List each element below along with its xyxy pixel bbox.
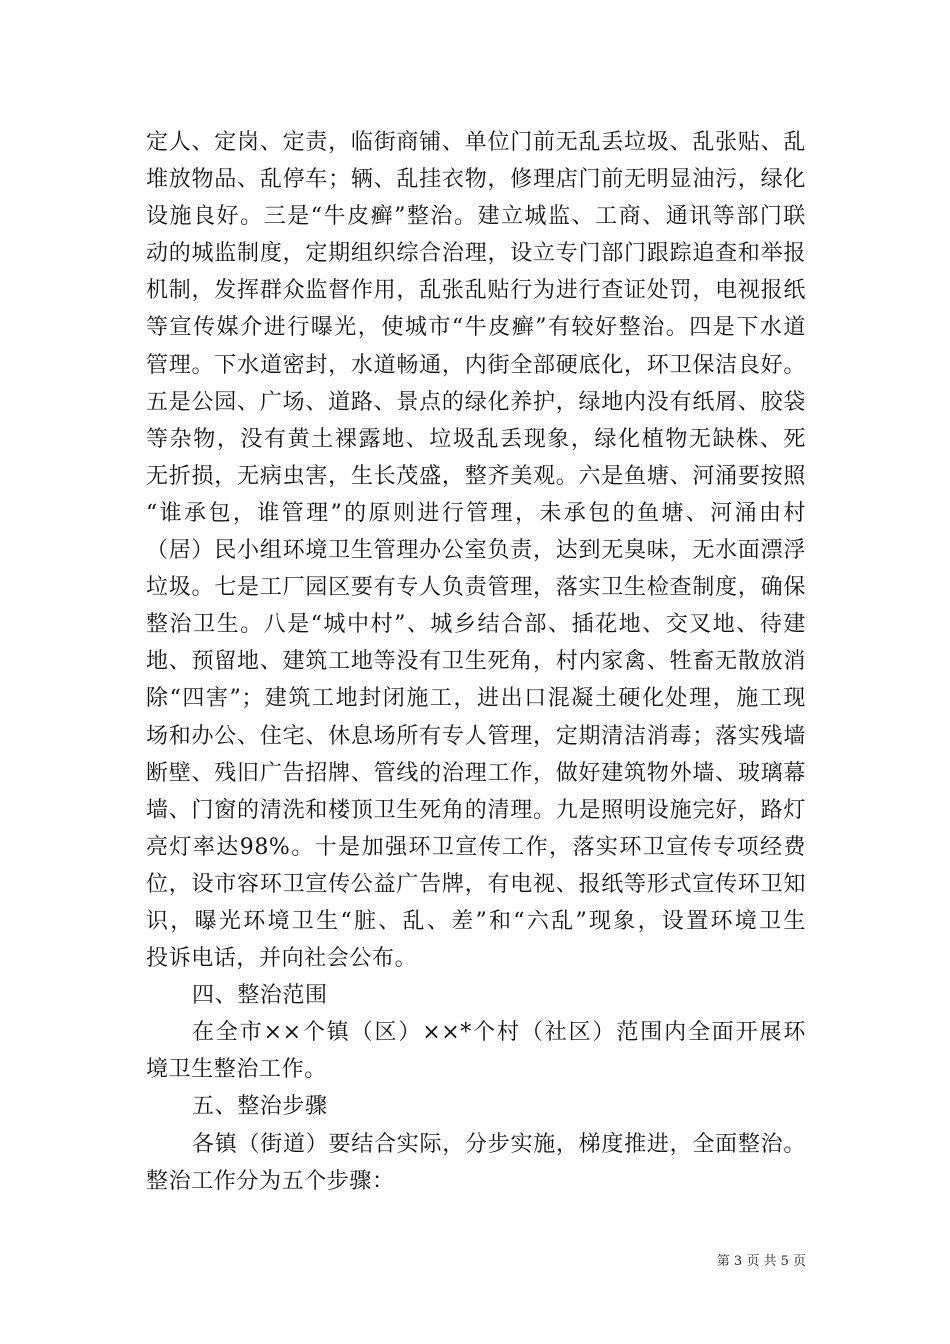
paragraph-line: 整治工作分为五个步骤：	[146, 1168, 395, 1194]
paragraph-line: 识，曝光环境卫生“脏、乱、差”和“六乱”现象，设置环境卫生	[146, 908, 806, 934]
paragraph-line: 在全市××个镇（区）××*个村（社区）范围内全面开展环	[192, 1020, 806, 1046]
paragraph-line: 设施良好。三是“牛皮癣”整治。建立城监、工商、通讯等部门联	[146, 204, 806, 230]
paragraph-line: 除“四害”；建筑工地封闭施工，进出口混凝土硬化处理，施工现	[146, 686, 806, 712]
paragraph-line: 五是公园、广场、道路、景点的绿化养护，绿地内没有纸屑、胶袋	[146, 389, 806, 415]
paragraph-line: 堆放物品、乱停车；辆、乱挂衣物，修理店门前无明显油污，绿化	[146, 167, 806, 193]
paragraph-line: 动的城监制度，定期组织综合治理，设立专门部门跟踪追查和举报	[146, 241, 806, 267]
paragraph-line: 断壁、残旧广告招牌、管线的治理工作，做好建筑物外墙、玻璃幕	[146, 760, 806, 786]
section-heading-scope: 四、整治范围	[192, 983, 328, 1009]
paragraph-line: 等杂物，没有黄土裸露地、垃圾乱丢现象，绿化植物无缺株、死	[146, 426, 806, 452]
paragraph-line: 管理。下水道密封，水道畅通，内街全部硬底化，环卫保洁良好。	[146, 352, 806, 378]
page-number-footer: 第 3 页 共 5 页	[716, 1254, 806, 1269]
paragraph-line: 无折损，无病虫害，生长茂盛，整齐美观。六是鱼塘、河涌要按照	[146, 463, 806, 489]
paragraph-line: 定人、定岗、定责，临街商铺、单位门前无乱丢垃圾、乱张贴、乱	[146, 130, 806, 155]
paragraph-line: “谁承包，谁管理”的原则进行管理，未承包的鱼塘、河涌由村	[146, 500, 806, 526]
paragraph-line: 等宣传媒介进行曝光，使城市“牛皮癣”有较好整治。四是下水道	[146, 315, 806, 341]
paragraph-line: 场和办公、住宅、休息场所有专人管理，定期清洁消毒；落实残墙	[146, 723, 806, 749]
paragraph-line: 垃圾。七是工厂园区要有专人负责管理，落实卫生检查制度，确保	[146, 575, 806, 601]
paragraph-line: 位，设市容环卫宣传公益广告牌，有电视、报纸等形式宣传环卫知	[146, 871, 806, 897]
paragraph-line: 各镇（街道）要结合实际，分步实施，梯度推进，全面整治。	[192, 1131, 806, 1157]
paragraph-line: 境卫生整治工作。	[146, 1057, 327, 1083]
document-body	[146, 124, 806, 1200]
paragraph-line: （居）民小组环境卫生管理办公室负责，达到无臭味，无水面漂浮	[146, 538, 806, 564]
paragraph-line: 墙、门窗的清洗和楼顶卫生死角的清理。九是照明设施完好，路灯	[146, 797, 806, 823]
section-heading-steps: 五、整治步骤	[192, 1094, 328, 1120]
paragraph-line: 投诉电话，并向社会公布。	[146, 946, 418, 972]
paragraph-line: 整治卫生。八是“城中村”、城乡结合部、插花地、交叉地、待建	[146, 612, 806, 638]
paragraph-line: 亮灯率达98%。十是加强环卫宣传工作，落实环卫宣传专项经费	[146, 834, 806, 860]
paragraph-line: 机制，发挥群众监督作用，乱张乱贴行为进行查证处罚，电视报纸	[146, 278, 806, 304]
paragraph-line: 地、预留地、建筑工地等没有卫生死角，村内家禽、牲畜无散放消	[146, 649, 806, 675]
